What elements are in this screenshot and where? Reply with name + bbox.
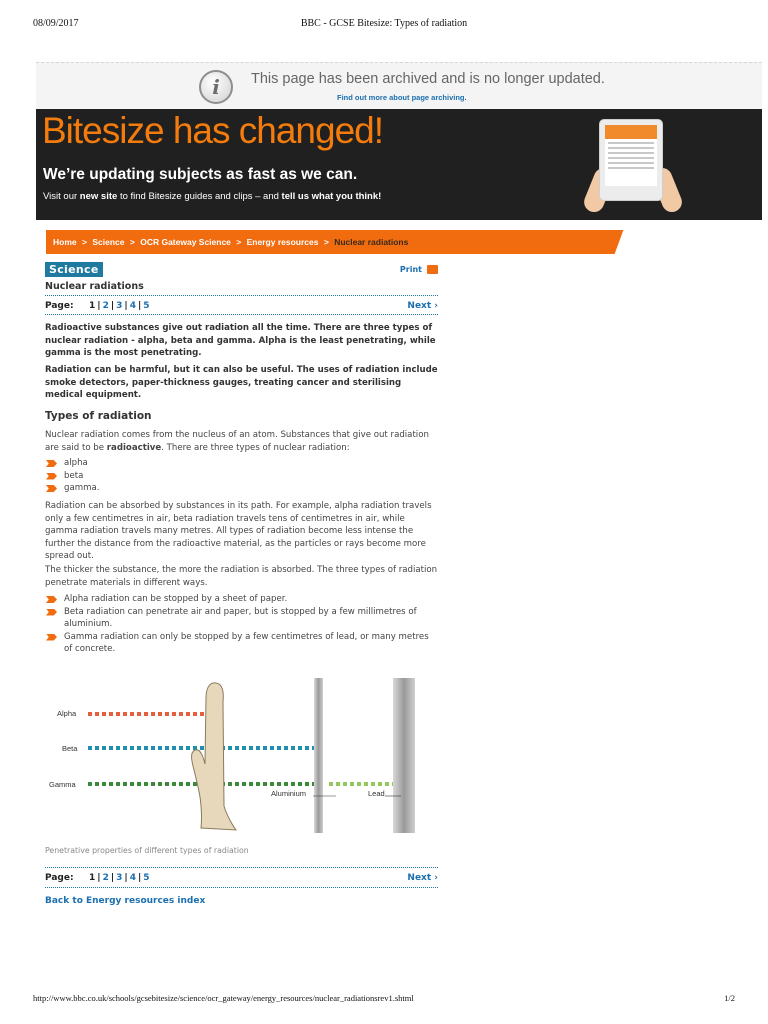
archive-info-link[interactable]: Find out more about page archiving. bbox=[337, 93, 467, 102]
print-page-title: BBC - GCSE Bitesize: Types of radiation bbox=[300, 18, 468, 29]
bullet-arrow-icon bbox=[46, 634, 57, 641]
intro-paragraph-1: Radioactive substances give out radiation all the time. There are three types of nuclear radiation - alpha, beta and gamma. Alpha is the least penetrating, while gamma is the most penetrating. bbox=[45, 323, 436, 358]
breadcrumb-science[interactable]: Science bbox=[92, 237, 125, 247]
aluminium-label: Aluminium bbox=[271, 789, 307, 798]
list-item: gamma. bbox=[45, 482, 438, 495]
bitesize-changed-banner[interactable] bbox=[36, 109, 762, 220]
page-link-3[interactable]: 3 bbox=[116, 873, 123, 883]
list-item: beta bbox=[45, 470, 438, 483]
banner-text: Visit our new site to find Bitesize guides and clips – and tell us what you think! bbox=[43, 191, 382, 202]
next-page-link[interactable]: Next › bbox=[407, 301, 438, 311]
lead-label: Lead bbox=[368, 789, 385, 798]
radiation-penetration-diagram bbox=[45, 678, 438, 833]
page-title: Nuclear radiations bbox=[45, 281, 144, 292]
info-icon: i bbox=[199, 70, 233, 104]
print-button[interactable]: Print bbox=[400, 265, 438, 274]
science-badge[interactable]: Science bbox=[45, 262, 103, 277]
bullet-arrow-icon bbox=[46, 473, 57, 480]
beta-label: Beta bbox=[62, 744, 78, 753]
print-url: http://www.bbc.co.uk/schools/gcsebitesize/science/ocr_gateway/energy_resources/nuclear_radiationsrev1.shtml bbox=[33, 993, 414, 1003]
types-heading: Types of radiation bbox=[45, 410, 152, 422]
list-item: Gamma radiation can only be stopped by a few centimetres of lead, or many metres of concrete. bbox=[45, 631, 438, 656]
breadcrumb-ocr-gateway[interactable]: OCR Gateway Science bbox=[140, 237, 231, 247]
page-link-1: 1 bbox=[89, 873, 96, 883]
list-item: alpha bbox=[45, 457, 438, 470]
print-page-number: 1/2 bbox=[724, 993, 735, 1003]
types-paragraph-2: Radiation can be absorbed by substances in its path. For example, alpha radiation travels only a few centimetres in air, beta radiation travels tens of centimetres in air, while gamma radiation travels many metres. All types of radiation become less intense the further the distance from the radioactive material, as the particles or rays become more spread out. bbox=[45, 501, 432, 561]
next-page-link[interactable]: Next › bbox=[407, 873, 438, 883]
archive-notice bbox=[36, 62, 762, 109]
tablet-image bbox=[599, 119, 663, 201]
page-link-5[interactable]: 5 bbox=[143, 873, 150, 883]
page-link-4[interactable]: 4 bbox=[129, 873, 136, 883]
bullet-arrow-icon bbox=[46, 485, 57, 492]
bullet-arrow-icon bbox=[46, 596, 57, 603]
breadcrumb-current: Nuclear radiations bbox=[334, 237, 409, 247]
penetration-list bbox=[45, 593, 438, 656]
hand-paper-image bbox=[192, 683, 236, 830]
page-link-5[interactable]: 5 bbox=[143, 301, 150, 311]
divider bbox=[45, 867, 438, 868]
gamma-label: Gamma bbox=[49, 780, 76, 789]
diagram-caption: Penetrative properties of different types of radiation bbox=[45, 846, 249, 855]
print-header bbox=[33, 18, 735, 32]
lead-block bbox=[393, 678, 415, 833]
page-link-1: 1 bbox=[89, 301, 96, 311]
back-to-index-link[interactable]: Back to Energy resources index bbox=[45, 896, 206, 906]
print-icon bbox=[427, 265, 438, 274]
print-footer bbox=[33, 993, 735, 1007]
page-link-2[interactable]: 2 bbox=[102, 873, 109, 883]
banner-feedback-link[interactable]: tell us what you think! bbox=[281, 191, 382, 202]
divider bbox=[45, 314, 438, 315]
list-item: Alpha radiation can be stopped by a sheet of paper. bbox=[45, 593, 438, 606]
print-date: 08/09/2017 bbox=[33, 18, 79, 29]
breadcrumb: Home > Science > OCR Gateway Science > Energy resources > Nuclear radiations bbox=[46, 230, 612, 254]
archive-message: This page has been archived and is no longer updated. bbox=[251, 71, 605, 87]
bullet-arrow-icon bbox=[46, 609, 57, 616]
breadcrumb-energy-resources[interactable]: Energy resources bbox=[246, 237, 319, 247]
banner-subheadline: We’re updating subjects as fast as we can. bbox=[43, 166, 358, 183]
types-paragraph-3: The thicker the substance, the more the radiation is absorbed. The three types of radiation penetrate materials in different ways. bbox=[45, 565, 438, 588]
intro-paragraph-2: Radiation can be harmful, but it can also be useful. The uses of radiation include smoke detectors, paper-thickness gauges, treating cancer and sterilising medical equipment. bbox=[45, 365, 438, 400]
alpha-label: Alpha bbox=[57, 709, 77, 718]
divider bbox=[45, 295, 438, 296]
banner-new-site-link[interactable]: new site bbox=[79, 191, 118, 202]
types-paragraph-1: Nuclear radiation comes from the nucleus of an atom. Substances that give out radiation are said to be radioactive. There are three types of nuclear radiation: bbox=[45, 430, 429, 453]
list-item: Beta radiation can penetrate air and paper, but is stopped by a few millimetres of aluminium. bbox=[45, 606, 438, 631]
radiation-types-list bbox=[45, 457, 438, 495]
aluminium-sheet bbox=[314, 678, 323, 833]
bullet-arrow-icon bbox=[46, 460, 57, 467]
page-link-4[interactable]: 4 bbox=[129, 301, 136, 311]
page-link-2[interactable]: 2 bbox=[102, 301, 109, 311]
page-link-3[interactable]: 3 bbox=[116, 301, 123, 311]
banner-headline: Bitesize has changed! bbox=[42, 110, 384, 151]
divider bbox=[45, 887, 438, 888]
breadcrumb-home[interactable]: Home bbox=[53, 237, 77, 247]
